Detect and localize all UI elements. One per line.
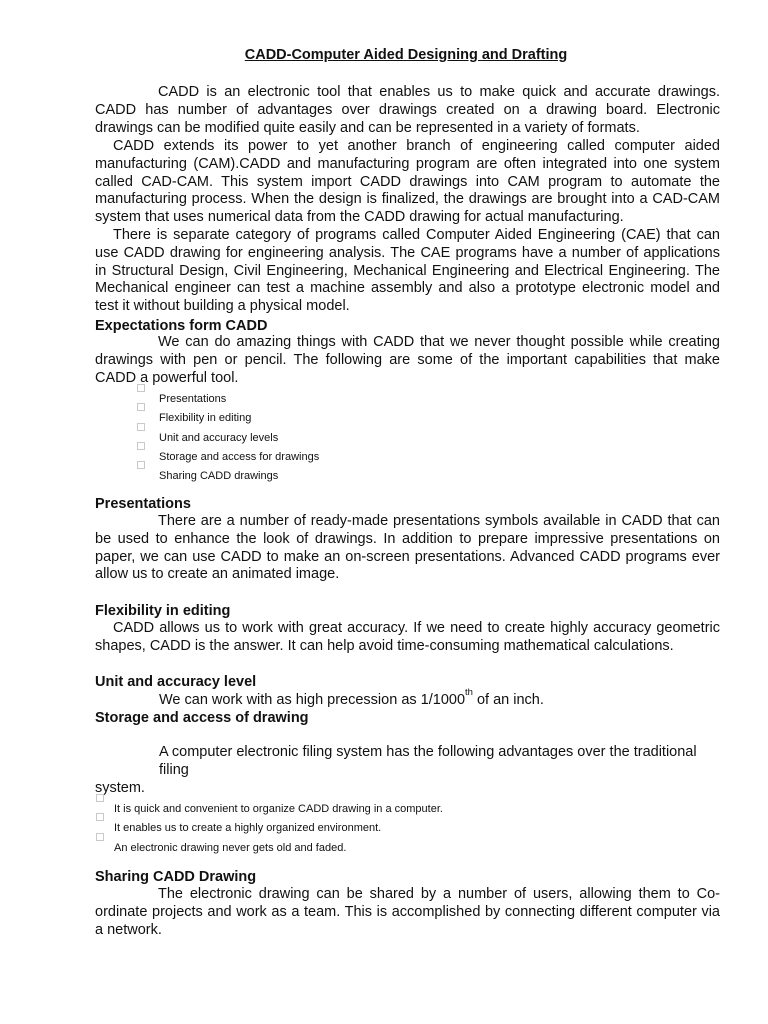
list-item [114,800,443,819]
presentations-paragraph: There are a number of ready-made presentations symbols available in CADD that can be used to enhance the look of drawings. In addition to prepare impressive presentations on paper, we can use CADD to make an on-screen presentations. Advanced CADD programs ever allow us to create an animated image. [95,513,720,583]
sharing-heading: Sharing CADD Drawing [95,869,257,885]
unit-accuracy-line [159,687,544,710]
bullet-box-icon [137,403,145,411]
intro-paragraph-3: There is separate category of programs called Computer Aided Engineering (CAE) that can use CADD drawing for engineering analysis. The CAE programs have a number of applications in Structural Design, Civil Engineering, Mechanical Engineering and Electrical Engineering. The Mechanical engineer can test a machine assembly and also a prototype electronic model and test it without building a physical model. [95,227,720,315]
bullet-box-icon [137,461,145,469]
unit-accuracy-text-end: of an inch. [472,692,544,708]
flexibility-paragraph: CADD allows us to work with great accuracy. If we need to create highly accuracy geometric shapes, CADD is the answer. It can help avoid time-consuming mathematical calculations. [95,620,720,654]
list-item [114,819,443,838]
list-item-label: It is quick and convenient to organize CADD drawing in a computer. [114,803,443,815]
expectations-paragraph: We can do amazing things with CADD that we never thought possible while creating drawings with pen or pencil. The following are some of the important capabilities that make CADD a powerful tool. [95,334,720,386]
bullet-box-icon [96,833,104,841]
expectations-heading: Expectations form CADD [95,318,268,334]
document-title: CADD-Computer Aided Designing and Drafting [244,47,568,63]
list-item-label: Unit and accuracy levels [159,431,279,444]
unit-accuracy-text: We can work with as high precession as 1/1000 [159,692,466,708]
bullet-box-icon [96,813,104,821]
list-item-label: An electronic drawing never gets old and faded. [114,841,347,854]
list-item-label: Storage and access for drawings [159,450,320,463]
bullet-box-icon [137,423,145,431]
sharing-paragraph: The electronic drawing can be shared by a number of users, allowing them to Co-ordinate projects and work as a team. This is accomplished by connecting different computer via a network. [95,886,720,938]
storage-line-3: system. [95,780,145,796]
storage-line-1: A computer electronic filing system has the following advantages over the traditional [159,744,697,760]
storage-advantages-list [114,800,443,858]
bullet-box-icon [96,794,104,802]
flexibility-heading: Flexibility in editing [95,603,231,619]
intro-paragraph-1: CADD is an electronic tool that enables us to make quick and accurate drawings. CADD has number of advantages over drawings created on a drawing board. Electronic drawings can be modified quite easily and can be represented in a variety of formats. [95,84,720,136]
list-item-label: Presentations [159,393,227,405]
presentations-heading: Presentations [95,496,191,512]
bullet-box-icon [137,384,145,392]
list-item-label: It enables us to create a highly organized environment. [114,822,382,835]
list-item [159,429,319,448]
list-item [159,467,319,486]
unit-accuracy-superscript: th [465,687,473,698]
bullet-box-icon [137,442,145,450]
list-item [159,409,319,428]
unit-accuracy-heading: Unit and accuracy level [95,674,257,690]
list-item-label: Sharing CADD drawings [159,470,279,483]
storage-line-2: filing [159,762,189,778]
intro-paragraph-2: CADD extends its power to yet another branch of engineering called computer aided manufacturing (CAM).CADD and manufacturing program are often integrated into one system called CAD-CAM. This system import CADD drawings into CAM program to automate the manufacturing process. When the design is finalized, the drawings are brought into a CAD-CAM system that uses numerical data from the CADD drawing for actual manufacturing. [95,138,720,226]
list-item-label: Flexibility in editing [159,412,252,425]
storage-heading: Storage and access of drawing [95,710,309,726]
list-item [159,448,319,467]
list-item [159,390,319,409]
capabilities-list [159,390,319,486]
list-item [114,839,443,858]
